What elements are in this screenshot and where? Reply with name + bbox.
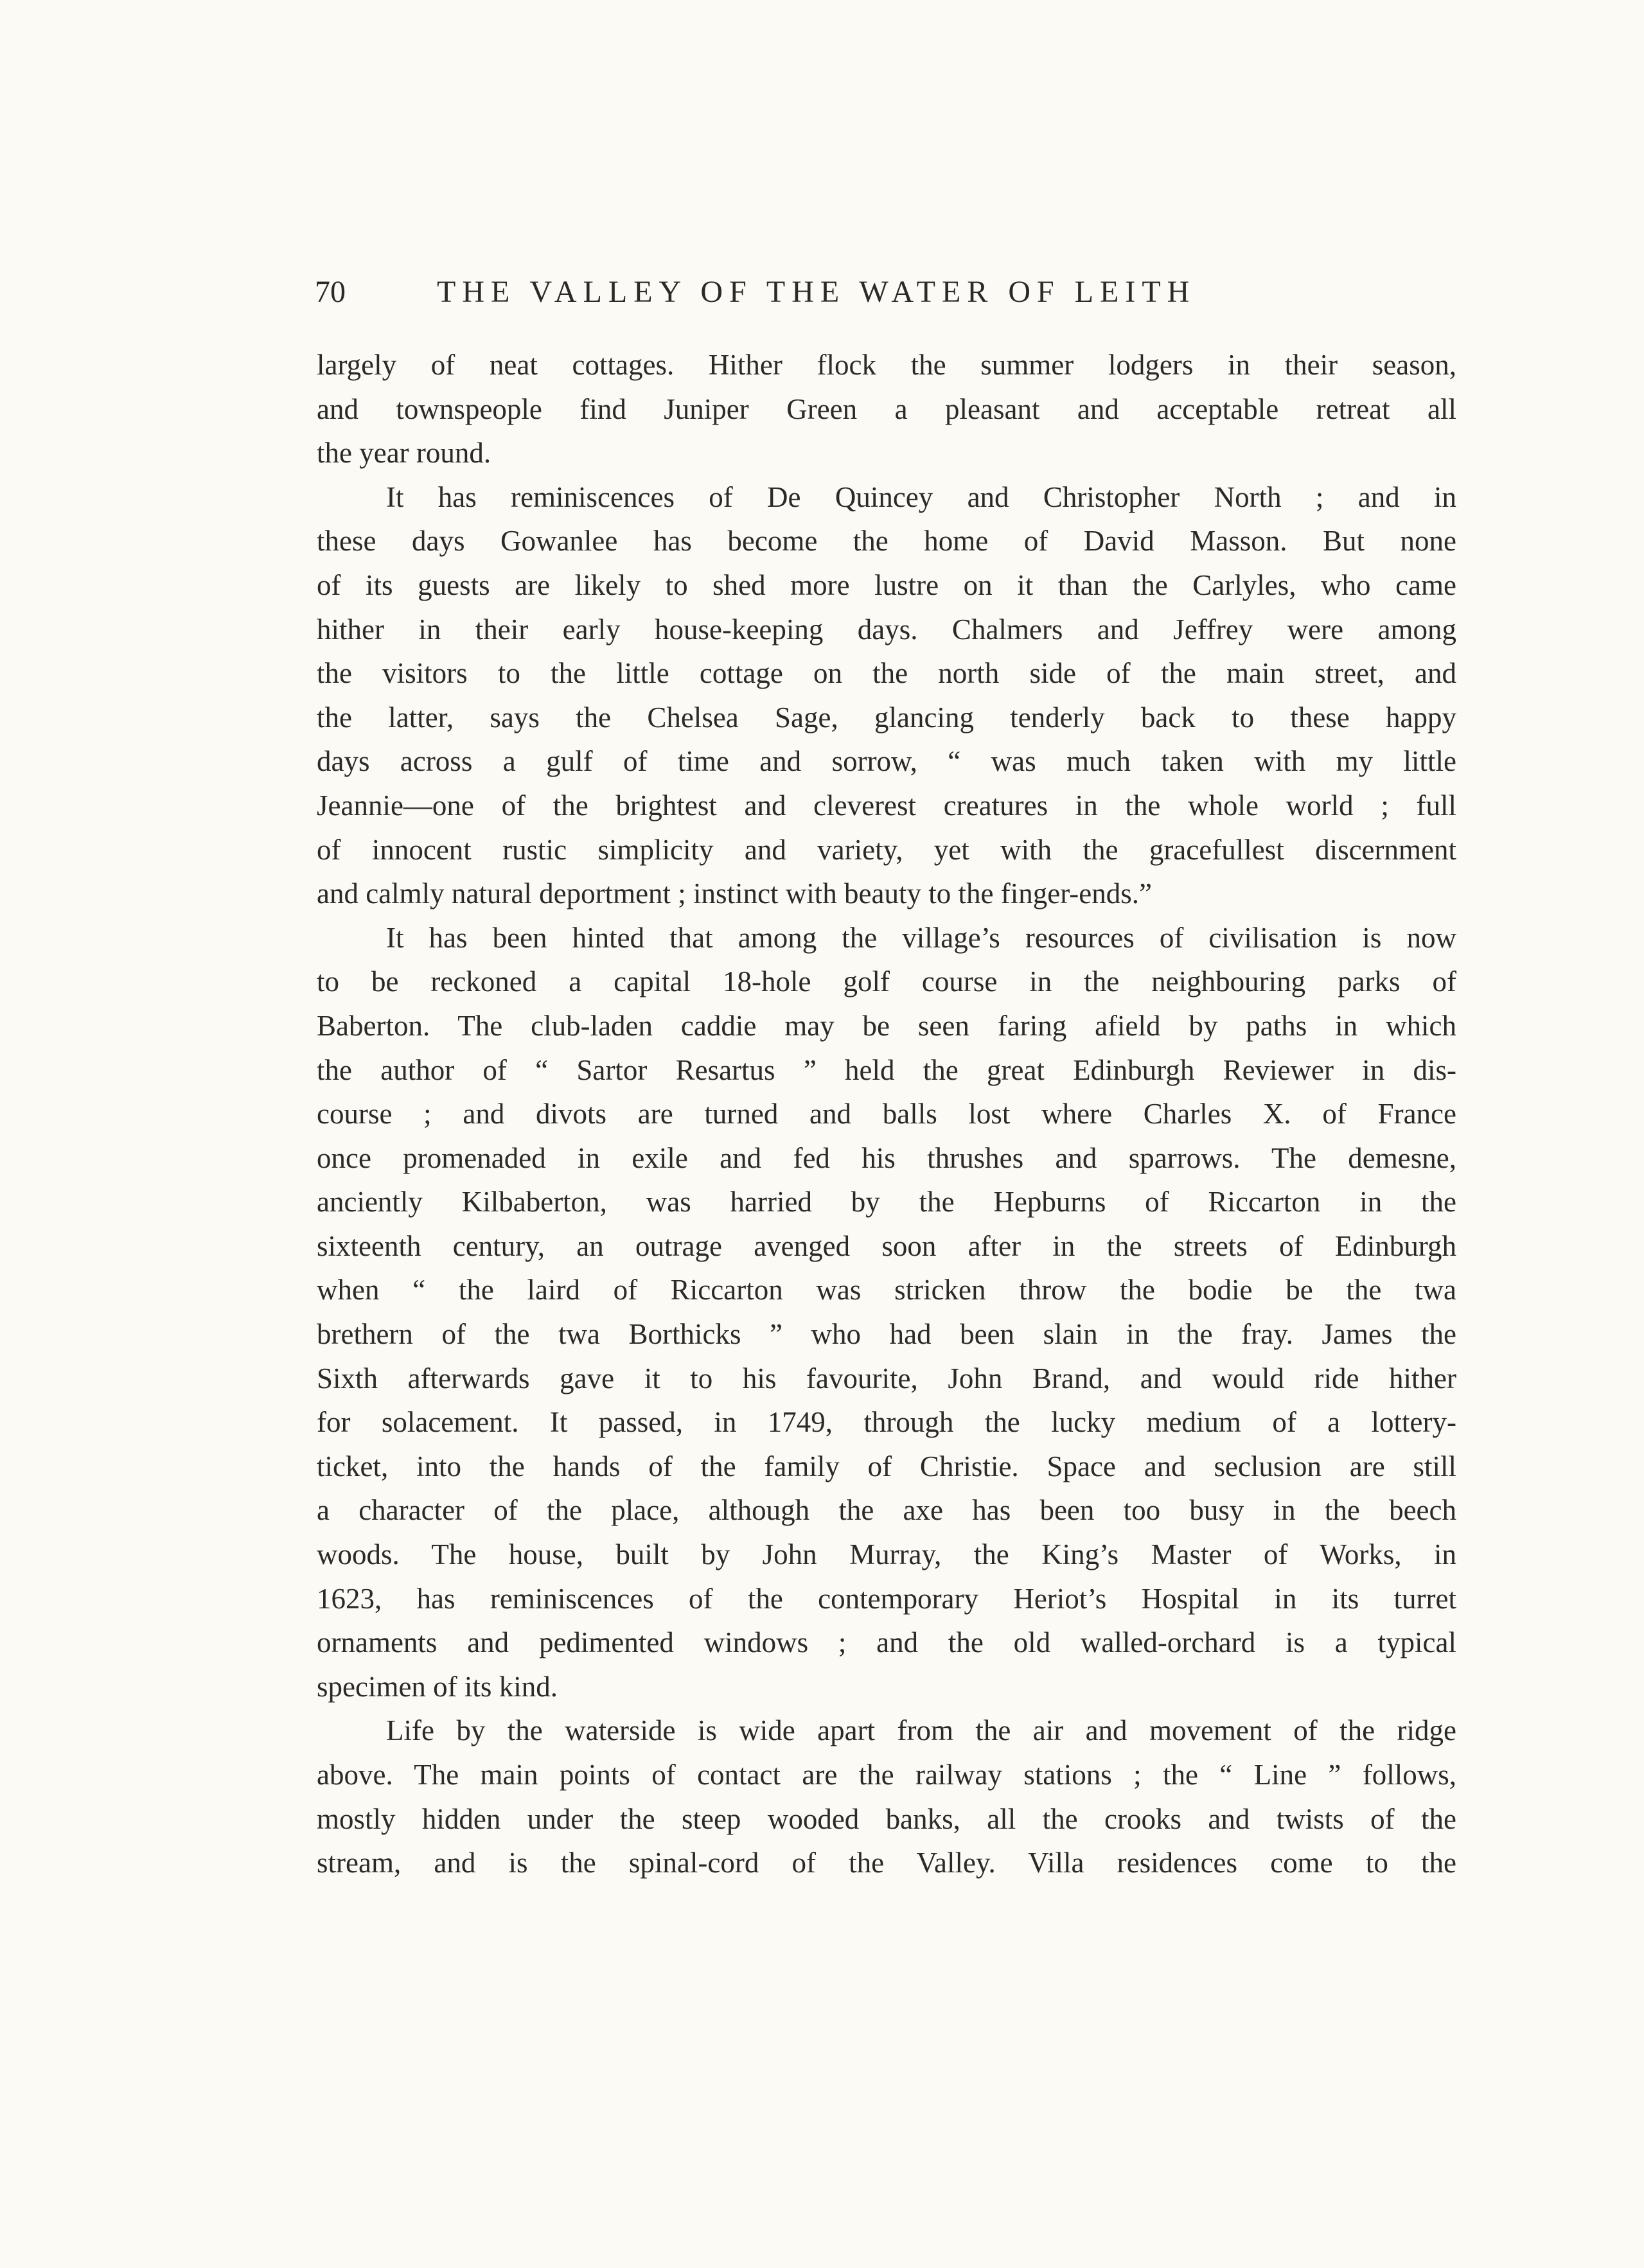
text-line: anciently Kilbaberton, was harried by the Hepburns of Riccarton in the (317, 1186, 1456, 1218)
text-line: a character of the place, although the axe has been too busy in the beech (317, 1494, 1456, 1527)
text-line: It has reminiscences of De Quincey and Christopher North ; and in (386, 480, 1456, 513)
text-line: ornaments and pedimented windows ; and the old walled-orchard is a typical (317, 1626, 1456, 1659)
text-line: It has been hinted that among the village’s resources of civilisation is now (386, 921, 1456, 954)
text-line: stream, and is the spinal-cord of the Valley. Villa residences come to the (317, 1847, 1456, 1879)
text-line: Sixth afterwards gave it to his favourite, John Brand, and would ride hither (317, 1362, 1456, 1394)
text-line: largely of neat cottages. Hither flock the summer lodgers in their season, (317, 349, 1456, 381)
text-line: specimen of its kind. (317, 1670, 558, 1703)
text-line: sixteenth century, an outrage avenged soon after in the streets of Edinburgh (317, 1229, 1456, 1262)
body-text (317, 343, 1456, 1885)
page-header (315, 270, 1330, 315)
text-line: woods. The house, built by John Murray, the King’s Master of Works, in (317, 1538, 1456, 1571)
text-line: to be reckoned a capital 18-hole golf course in the neighbouring parks of (317, 965, 1456, 998)
text-line: these days Gowanlee has become the home of David Masson. But none (317, 525, 1456, 558)
text-line: brethern of the twa Borthicks ” who had been slain in the fray. James the (317, 1318, 1456, 1351)
page-number: 70 (315, 275, 346, 309)
text-line: Life by the waterside is wide apart from the air and movement of the ridge (386, 1714, 1456, 1747)
text-line: mostly hidden under the steep wooded banks, all the crooks and twists of the (317, 1802, 1456, 1835)
running-title: THE VALLEY OF THE WATER OF LEITH (437, 275, 1196, 309)
text-line: once promenaded in exile and fed his thrushes and sparrows. The demesne, (317, 1141, 1456, 1174)
text-line: 1623, has reminiscences of the contemporary Heriot’s Hospital in its turret (317, 1582, 1456, 1615)
text-line: for solacement. It passed, in 1749, through the lucky medium of a lottery- (317, 1406, 1456, 1439)
text-line: course ; and divots are turned and balls lost where Charles X. of France (317, 1098, 1456, 1130)
text-line: when “ the laird of Riccarton was stricken throw the bodie be the twa (317, 1274, 1456, 1306)
text-line: days across a gulf of time and sorrow, “ was much taken with my little (317, 745, 1456, 778)
text-line: of innocent rustic simplicity and variety, yet with the gracefullest discernment (317, 833, 1456, 866)
text-line: the visitors to the little cottage on the north side of the main street, and (317, 657, 1456, 690)
text-line: Baberton. The club-laden caddie may be seen faring afield by paths in which (317, 1009, 1456, 1042)
text-line: and calmly natural deportment ; instinct with beauty to the finger-ends.” (317, 877, 1152, 910)
text-line: the year round. (317, 437, 491, 470)
text-line: and townspeople find Juniper Green a pleasant and acceptable retreat all (317, 392, 1456, 425)
text-line: the author of “ Sartor Resartus ” held the great Edinburgh Reviewer in dis- (317, 1053, 1456, 1086)
text-line: Jeannie—one of the brightest and cleverest creatures in the whole world ; full (317, 789, 1456, 822)
text-line: of its guests are likely to shed more lustre on it than the Carlyles, who came (317, 568, 1456, 601)
text-line: ticket, into the hands of the family of Christie. Space and seclusion are still (317, 1450, 1456, 1482)
text-line: the latter, says the Chelsea Sage, glancing tenderly back to these happy (317, 701, 1456, 734)
text-line: above. The main points of contact are the railway stations ; the “ Line ” follows, (317, 1759, 1456, 1791)
text-line: hither in their early house-keeping days. Chalmers and Jeffrey were among (317, 613, 1456, 646)
